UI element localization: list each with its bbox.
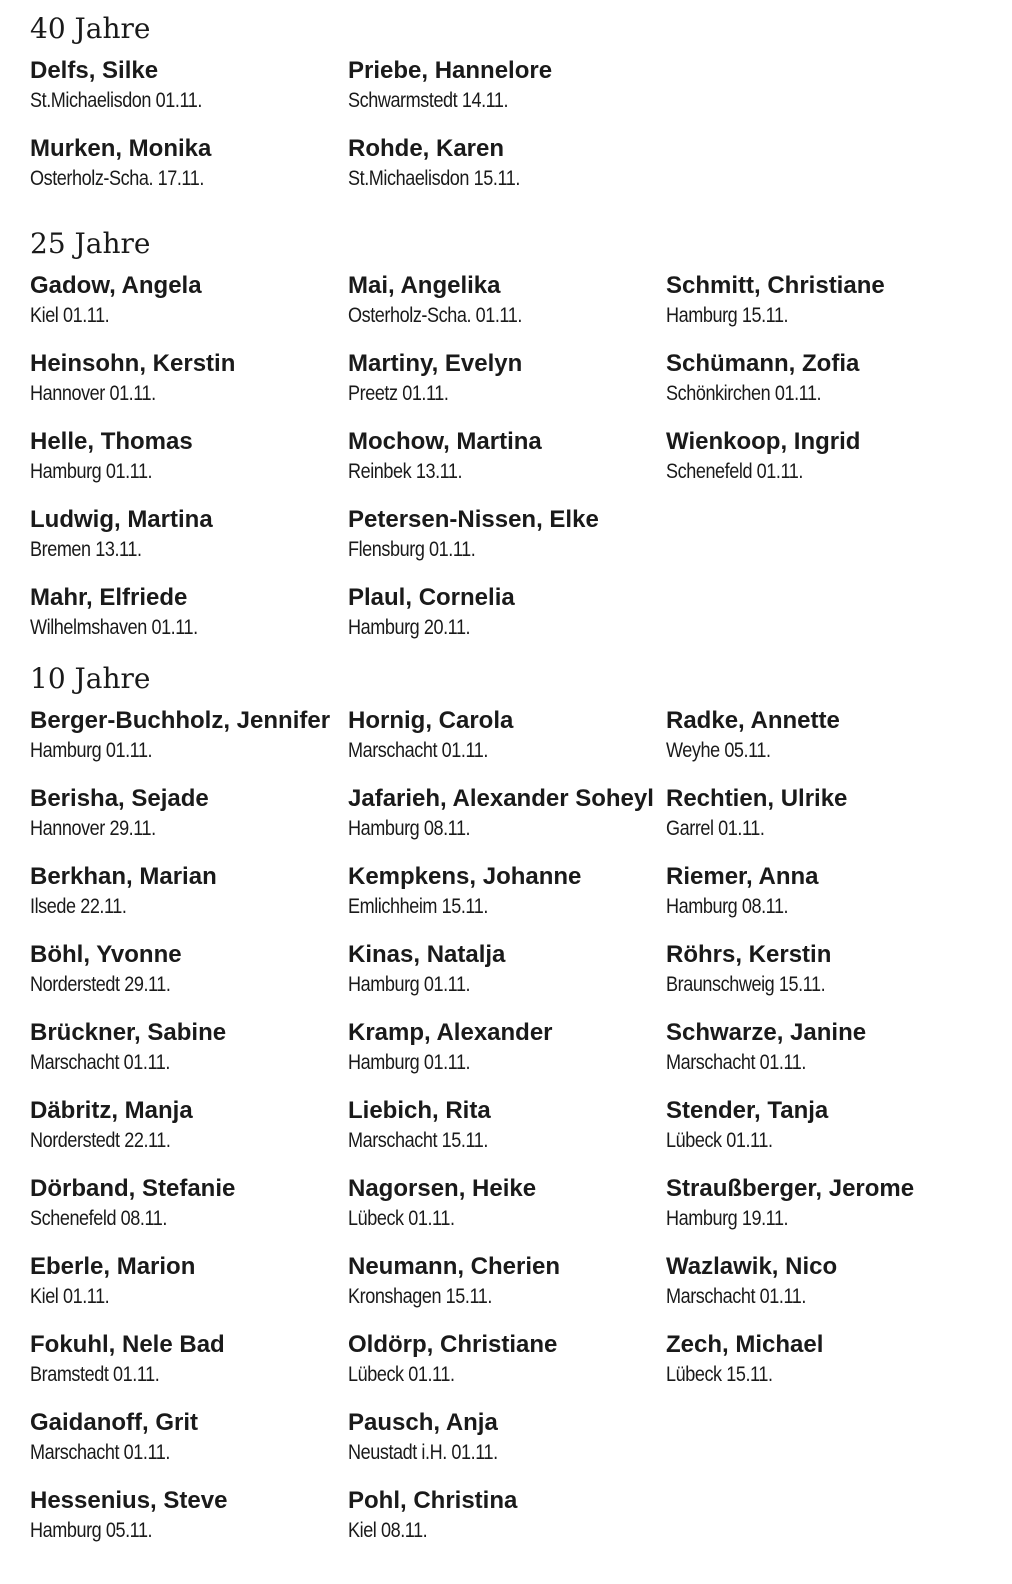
location-date: Marschacht 01.11. xyxy=(30,1051,170,1074)
location-date: Flensburg 01.11. xyxy=(348,538,476,561)
person-name: Wienkoop, Ingrid xyxy=(666,428,861,455)
location-date: Marschacht 01.11. xyxy=(30,1441,170,1464)
person-name: Pohl, Christina xyxy=(348,1487,518,1514)
list-item xyxy=(30,134,348,212)
list-item xyxy=(348,583,666,661)
person-name: Delfs, Silke xyxy=(30,57,159,84)
location-date: Kronshagen 15.11. xyxy=(348,1285,492,1308)
person-name: Priebe, Hannelore xyxy=(348,57,553,84)
list-item xyxy=(666,784,984,862)
person-name: Schümann, Zofia xyxy=(666,350,860,377)
list-item xyxy=(30,1174,348,1252)
person-name: Brückner, Sabine xyxy=(30,1019,227,1046)
person-name: Martiny, Evelyn xyxy=(348,350,523,377)
location-date: St.Michaelisdon 15.11. xyxy=(348,167,520,190)
location-date: Braunschweig 15.11. xyxy=(666,973,826,996)
person-name: Däbritz, Manja xyxy=(30,1097,193,1124)
list-item xyxy=(30,1330,348,1408)
location-date: Lübeck 01.11. xyxy=(666,1129,773,1152)
person-name: Mahr, Elfriede xyxy=(30,584,188,611)
list-item xyxy=(348,134,666,212)
list-item xyxy=(348,56,666,134)
list-item xyxy=(348,940,666,1018)
location-date: Hamburg 19.11. xyxy=(666,1207,789,1230)
person-name: Berisha, Sejade xyxy=(30,785,209,812)
person-name: Stender, Tanja xyxy=(666,1097,829,1124)
location-date: Hamburg 20.11. xyxy=(348,616,471,639)
list-item xyxy=(666,862,984,940)
person-name: Dörband, Stefanie xyxy=(30,1175,236,1202)
location-date: Hamburg 08.11. xyxy=(666,895,789,918)
location-date: Hamburg 01.11. xyxy=(348,973,471,996)
person-name: Mai, Angelika xyxy=(348,272,501,299)
list-item xyxy=(348,1174,666,1252)
person-name: Nagorsen, Heike xyxy=(348,1175,537,1202)
section-title: 40 Jahre xyxy=(30,12,151,45)
location-date: Schenefeld 01.11. xyxy=(666,460,803,483)
list-item xyxy=(348,784,666,862)
person-name: Jafarieh, Alexander Soheyl xyxy=(348,785,654,812)
list-item xyxy=(30,427,348,505)
location-date: Garrel 01.11. xyxy=(666,817,765,840)
location-date: Hamburg 01.11. xyxy=(30,460,153,483)
location-date: Hannover 29.11. xyxy=(30,817,156,840)
section-40-jahre xyxy=(30,14,990,212)
section-title: 10 Jahre xyxy=(30,662,151,695)
location-date: Lübeck 15.11. xyxy=(666,1363,773,1386)
list-item xyxy=(30,1486,348,1564)
person-name: Plaul, Cornelia xyxy=(348,584,515,611)
location-date: Kiel 08.11. xyxy=(348,1519,428,1542)
list-item xyxy=(30,1252,348,1330)
person-name: Neumann, Cherien xyxy=(348,1253,561,1280)
list-item xyxy=(666,1096,984,1174)
list-item xyxy=(30,56,348,134)
list-item xyxy=(666,349,984,427)
anniversary-list xyxy=(30,56,990,212)
list-item xyxy=(30,271,348,349)
person-name: Wazlawik, Nico xyxy=(666,1253,838,1280)
list-item xyxy=(30,1018,348,1096)
list-item xyxy=(348,1252,666,1330)
list-item xyxy=(666,940,984,1018)
location-date: Osterholz-Scha. 17.11. xyxy=(30,167,204,190)
list-item xyxy=(30,349,348,427)
section-10-jahre xyxy=(30,664,990,1564)
section-title: 25 Jahre xyxy=(30,227,151,260)
location-date: Lübeck 01.11. xyxy=(348,1207,455,1230)
location-date: Neustadt i.H. 01.11. xyxy=(348,1441,498,1464)
list-item xyxy=(348,1018,666,1096)
list-item xyxy=(666,1018,984,1096)
location-date: Marschacht 15.11. xyxy=(348,1129,488,1152)
list-item xyxy=(30,505,348,583)
list-item xyxy=(30,784,348,862)
location-date: St.Michaelisdon 01.11. xyxy=(30,89,202,112)
location-date: Preetz 01.11. xyxy=(348,382,449,405)
person-name: Oldörp, Christiane xyxy=(348,1331,558,1358)
person-name: Eberle, Marion xyxy=(30,1253,196,1280)
person-name: Kinas, Natalja xyxy=(348,941,506,968)
list-item xyxy=(666,706,984,784)
location-date: Kiel 01.11. xyxy=(30,304,110,327)
list-item xyxy=(348,1096,666,1174)
person-name: Schmitt, Christiane xyxy=(666,272,885,299)
person-name: Ludwig, Martina xyxy=(30,506,213,533)
person-name: Mochow, Martina xyxy=(348,428,542,455)
person-name: Berkhan, Marian xyxy=(30,863,217,890)
person-name: Straußberger, Jerome xyxy=(666,1175,915,1202)
person-name: Petersen-Nissen, Elke xyxy=(348,506,599,533)
location-date: Bramstedt 01.11. xyxy=(30,1363,160,1386)
list-item xyxy=(666,427,984,505)
list-item xyxy=(30,940,348,1018)
location-date: Norderstedt 22.11. xyxy=(30,1129,171,1152)
person-name: Radke, Annette xyxy=(666,707,840,734)
list-item xyxy=(666,1174,984,1252)
list-item xyxy=(666,1330,984,1408)
location-date: Marschacht 01.11. xyxy=(666,1051,806,1074)
location-date: Reinbek 13.11. xyxy=(348,460,463,483)
location-date: Wilhelmshaven 01.11. xyxy=(30,616,198,639)
list-item xyxy=(666,271,984,349)
list-item xyxy=(348,1486,666,1564)
person-name: Kramp, Alexander xyxy=(348,1019,553,1046)
person-name: Böhl, Yvonne xyxy=(30,941,182,968)
person-name: Gaidanoff, Grit xyxy=(30,1409,198,1436)
location-date: Schönkirchen 01.11. xyxy=(666,382,822,405)
location-date: Ilsede 22.11. xyxy=(30,895,127,918)
location-date: Hamburg 05.11. xyxy=(30,1519,153,1542)
list-item xyxy=(30,862,348,940)
location-date: Schwarmstedt 14.11. xyxy=(348,89,509,112)
person-name: Fokuhl, Nele Bad xyxy=(30,1331,225,1358)
list-item xyxy=(30,1096,348,1174)
list-item xyxy=(348,505,666,583)
person-name: Pausch, Anja xyxy=(348,1409,498,1436)
anniversary-list xyxy=(30,706,990,1564)
location-date: Emlichheim 15.11. xyxy=(348,895,488,918)
list-item xyxy=(348,427,666,505)
anniversary-list xyxy=(30,271,990,661)
person-name: Helle, Thomas xyxy=(30,428,193,455)
location-date: Osterholz-Scha. 01.11. xyxy=(348,304,522,327)
person-name: Liebich, Rita xyxy=(348,1097,491,1124)
person-name: Rechtien, Ulrike xyxy=(666,785,848,812)
person-name: Gadow, Angela xyxy=(30,272,202,299)
person-name: Hornig, Carola xyxy=(348,707,514,734)
location-date: Weyhe 05.11. xyxy=(666,739,771,762)
location-date: Norderstedt 29.11. xyxy=(30,973,171,996)
list-item xyxy=(348,271,666,349)
location-date: Marschacht 01.11. xyxy=(348,739,488,762)
location-date: Hamburg 08.11. xyxy=(348,817,471,840)
person-name: Schwarze, Janine xyxy=(666,1019,867,1046)
location-date: Marschacht 01.11. xyxy=(666,1285,806,1308)
location-date: Kiel 01.11. xyxy=(30,1285,110,1308)
list-item xyxy=(348,706,666,784)
list-item xyxy=(348,862,666,940)
list-item xyxy=(348,1408,666,1486)
person-name: Heinsohn, Kerstin xyxy=(30,350,236,377)
location-date: Bremen 13.11. xyxy=(30,538,142,561)
list-item xyxy=(30,583,348,661)
person-name: Röhrs, Kerstin xyxy=(666,941,832,968)
list-item xyxy=(348,1330,666,1408)
location-date: Lübeck 01.11. xyxy=(348,1363,455,1386)
person-name: Riemer, Anna xyxy=(666,863,819,890)
section-25-jahre xyxy=(30,229,990,661)
location-date: Hamburg 15.11. xyxy=(666,304,789,327)
list-item xyxy=(666,1252,984,1330)
person-name: Kempkens, Johanne xyxy=(348,863,582,890)
person-name: Zech, Michael xyxy=(666,1331,824,1358)
person-name: Murken, Monika xyxy=(30,135,212,162)
location-date: Hamburg 01.11. xyxy=(348,1051,471,1074)
location-date: Schenefeld 08.11. xyxy=(30,1207,167,1230)
list-item xyxy=(348,349,666,427)
list-item xyxy=(30,1408,348,1486)
person-name: Rohde, Karen xyxy=(348,135,505,162)
list-item xyxy=(30,706,348,784)
location-date: Hannover 01.11. xyxy=(30,382,156,405)
location-date: Hamburg 01.11. xyxy=(30,739,153,762)
person-name: Berger-Buchholz, Jennifer xyxy=(30,707,331,734)
person-name: Hessenius, Steve xyxy=(30,1487,228,1514)
